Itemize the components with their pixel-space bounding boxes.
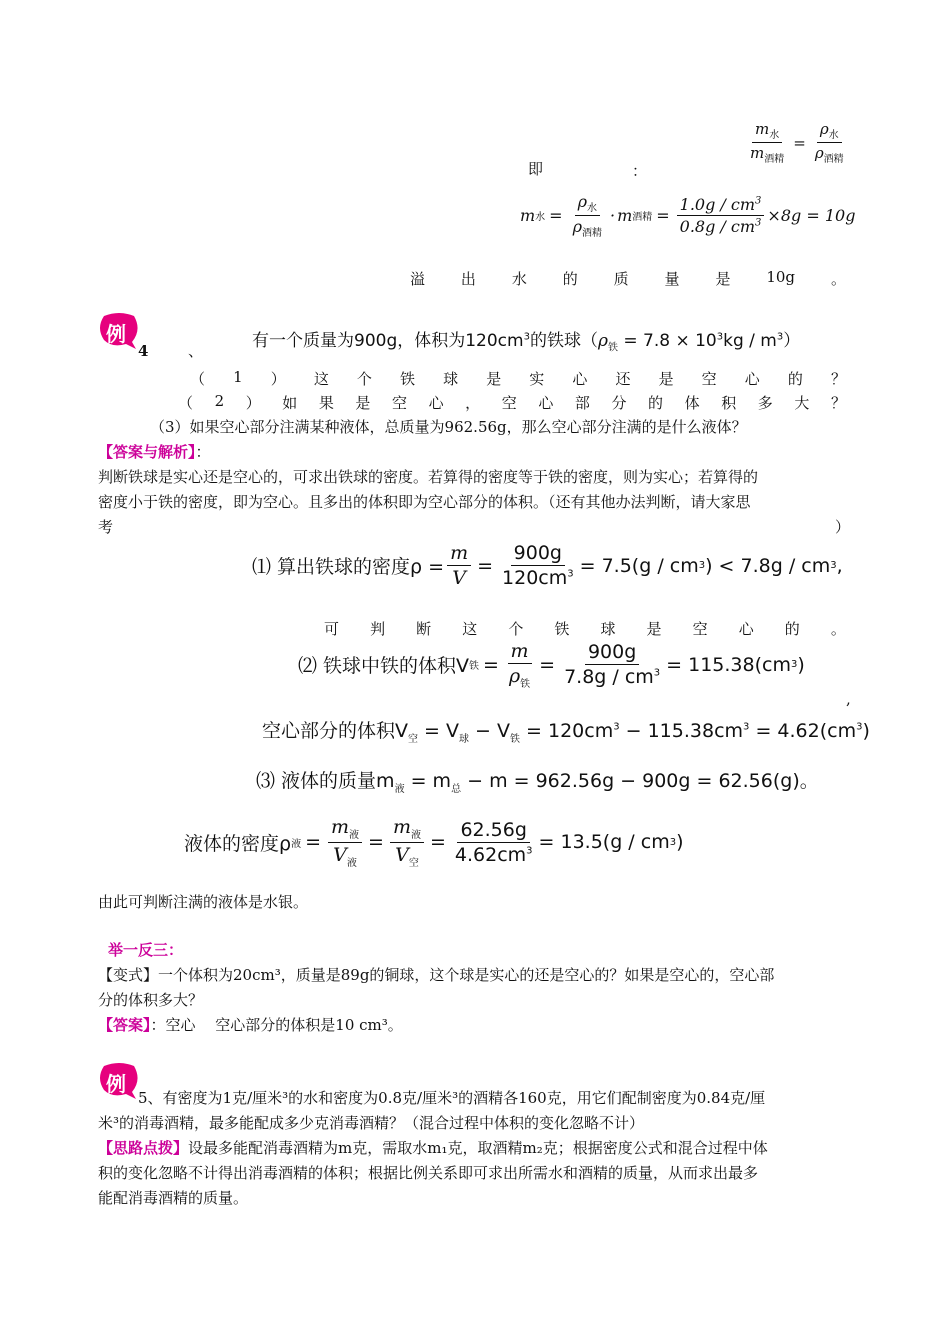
final-conclusion: 由此可判断注满的液体是水银。 bbox=[98, 893, 309, 911]
practice-title: 举一反三： bbox=[108, 941, 184, 959]
example5-line-1: 5、有密度为1克/厘米³的水和密度为0.8克/厘米³的酒精各160克，用它们配制密度为0.84克/厘 bbox=[138, 1089, 766, 1107]
example-comma: 、 bbox=[188, 342, 204, 360]
conclusion-hollow: 可 判 断 这 个 铁 球 是 空 心 的 。 bbox=[324, 620, 846, 638]
variant-answer: 【答案】：空心 空心部分的体积是10 cm³。 bbox=[98, 1016, 403, 1034]
step2-iron-volume-equation: ⑵ 铁球中铁的体积V 铁 = $\frac{m}{\rho_铁}$ = $\frac{900g}{7.8g / cm^3}$ = 115.38(cm 3 ) bbox=[298, 640, 805, 690]
question-2: （ 2 ） 如 果 是 空 心 ， 空 心 部 分 的 体 积 多 大 ？ bbox=[178, 392, 846, 412]
hint-line-2: 积的变化忽略不计得出消毒酒精的体积；根据比例关系即可求出所需水和酒精的质量，从而求出最多 bbox=[98, 1164, 759, 1182]
ratio-equation: $\frac{m_水}{m_{酒精}}$ = $\frac{\rho_水}{\rho_{酒精}}$ bbox=[750, 120, 844, 165]
variant-line-2: 分的体积多大？ bbox=[98, 991, 204, 1009]
explanation-line-2: 密度小于铁的密度，即为空心。且多出的体积即为空心部分的体积。（还有其他办法判断，请大家思 bbox=[98, 493, 751, 511]
question-3: （3）如果空心部分注满某种液体，总质量为962.56g，那么空心部分注满的是什么液体？ bbox=[150, 418, 747, 436]
example-badge-4: 例 bbox=[98, 312, 140, 350]
example-badge-5: 例 bbox=[98, 1062, 140, 1100]
step1-density-equation: ⑴ 算出铁球的密度ρ = $\frac{m}{V}$ = $\frac{900g}{120cm^3}$ = 7.5(g / cm 3 ) < 7.8g / cm 3 , bbox=[252, 542, 843, 589]
water-mass-equation: m 水 = $\frac{\rho_水}{\rho_{酒精}}$ · m 酒精 = $\frac{1.0g / cm^3}{0.8g / cm^3}$ ×8g = 10g bbox=[520, 192, 856, 240]
liquid-density-equation: 液体的密度ρ 液 = $\frac{m_液}{V_液}$ = $\frac{m_液}{V_空}$ = $\frac{62.56g}{4.62cm^3}$ = 13.5(g / cm 3 ) bbox=[184, 816, 684, 869]
explanation-line-3: 考 ） bbox=[98, 518, 850, 536]
variant-line-1: 【变式】一个体积为20cm³，质量是89g的铜球，这个球是实心的还是空心的？如果是空心的，空心部 bbox=[98, 966, 775, 984]
explanation-line-1: 判断铁球是实心还是空心的，可求出铁球的密度。若算得的密度等于铁的密度，则为实心；若算得的 bbox=[98, 468, 759, 486]
hollow-volume-equation: 空心部分的体积$V_空 = V_球 - V_铁 = 120cm^3 - 115.38cm^3 = 4.62(cm^3)$ bbox=[262, 720, 870, 745]
ji-label: 即 bbox=[528, 160, 544, 178]
question-1: （ 1 ） 这 个 铁 球 是 实 心 还 是 空 心 的 ？ bbox=[190, 368, 846, 388]
step2-comma: , bbox=[846, 690, 851, 708]
example4-statement: 有一个质量为900g，体积为$120cm^3$的铁球$(\rho_铁 = 7.8 \times 10^3kg / m^3)$ bbox=[252, 331, 801, 354]
colon: ： bbox=[632, 162, 648, 180]
answer-heading: 【答案与解析】： bbox=[98, 443, 211, 461]
hint-line-1: 【思路点拨】设最多能配消毒酒精为m克，需取水m₁克，取酒精m₂克；根据密度公式和混合过程中体 bbox=[98, 1139, 768, 1157]
overflow-result-line: 溢 出 水 的 质 量 是 10g 。 bbox=[410, 268, 846, 288]
example-number-4: 4 bbox=[138, 342, 149, 360]
example5-line-2: 米³的消毒酒精，最多能配成多少克消毒酒精？（混合过程中体积的变化忽略不计） bbox=[98, 1114, 645, 1132]
hint-line-3: 能配消毒酒精的质量。 bbox=[98, 1189, 249, 1207]
step3-liquid-mass-equation: ⑶ 液体的质量$m_液 = m_总 - m = 962.56g - 900g = 62.56(g)$。 bbox=[256, 770, 819, 795]
